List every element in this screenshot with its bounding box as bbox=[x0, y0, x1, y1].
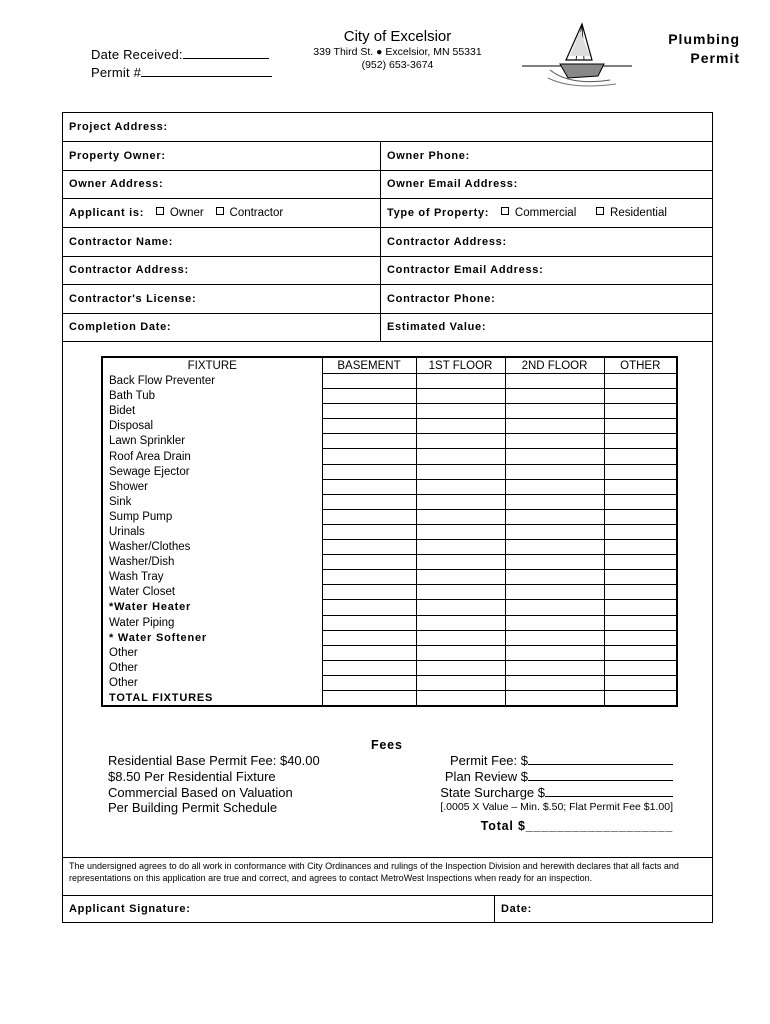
plan-review-line bbox=[528, 769, 673, 781]
applicant-owner-label: Owner bbox=[169, 207, 204, 219]
receipt-info bbox=[91, 46, 272, 82]
signature-date-label: Date: bbox=[501, 903, 533, 915]
sailboat-icon bbox=[520, 20, 634, 92]
fixture-count-cell[interactable] bbox=[322, 524, 416, 539]
project-address-field[interactable] bbox=[63, 113, 712, 141]
property-owner-label: Property Owner: bbox=[69, 150, 166, 162]
fixture-count-cell[interactable] bbox=[416, 540, 505, 555]
state-surcharge-label: State Surcharge $ bbox=[440, 784, 545, 800]
city-name: City of Excelsior bbox=[343, 28, 452, 45]
fixture-count-cell[interactable] bbox=[416, 660, 505, 675]
table-row bbox=[103, 660, 676, 675]
property-owner-field[interactable] bbox=[63, 142, 380, 170]
contractor-phone-label: Contractor Phone: bbox=[387, 293, 496, 305]
contractor-address-label-right: Contractor Address: bbox=[387, 236, 507, 248]
fixture-count-cell[interactable] bbox=[505, 524, 604, 539]
commercial-checkbox[interactable] bbox=[501, 207, 509, 215]
plan-review-field[interactable] bbox=[383, 769, 673, 785]
table-row bbox=[103, 630, 676, 645]
fixture-name: Wash Tray bbox=[109, 571, 164, 584]
table-row bbox=[103, 449, 676, 464]
completion-date-field[interactable] bbox=[63, 313, 380, 341]
fixture-count-cell[interactable] bbox=[604, 434, 676, 449]
total-field[interactable]: Total $___________________ bbox=[480, 819, 673, 834]
fixture-count-cell[interactable] bbox=[322, 540, 416, 555]
applicant-row bbox=[63, 199, 712, 228]
city-phone: (952) 653-3674 bbox=[361, 59, 434, 71]
owner-email-label: Owner Email Address: bbox=[387, 178, 518, 190]
table-row bbox=[103, 419, 676, 434]
fixture-name: Bidet bbox=[109, 405, 136, 418]
owner-row bbox=[63, 142, 712, 171]
state-surcharge-field[interactable] bbox=[383, 785, 673, 801]
completion-date-label: Completion Date: bbox=[69, 321, 172, 333]
fixture-count-cell[interactable] bbox=[322, 374, 416, 389]
fixture-count-cell[interactable] bbox=[322, 434, 416, 449]
fixture-count-cell[interactable] bbox=[416, 404, 505, 419]
commercial-option[interactable] bbox=[501, 207, 576, 219]
signature-row bbox=[63, 896, 712, 922]
table-row bbox=[103, 585, 676, 600]
building-permit-schedule-text: Per Building Permit Schedule bbox=[108, 800, 278, 816]
fixture-name: Other bbox=[109, 661, 138, 674]
fixture-count-cell[interactable] bbox=[322, 389, 416, 404]
fixture-name: Urinals bbox=[109, 525, 145, 538]
fixture-count-cell[interactable] bbox=[416, 464, 505, 479]
commercial-valuation-text: Commercial Based on Valuation bbox=[108, 784, 293, 800]
fixture-count-cell[interactable] bbox=[416, 434, 505, 449]
estimated-value-label: Estimated Value: bbox=[387, 321, 487, 333]
applicant-contractor-option[interactable] bbox=[216, 207, 284, 219]
city-block bbox=[290, 28, 505, 72]
fixture-count-cell[interactable] bbox=[416, 645, 505, 660]
permit-title bbox=[640, 30, 740, 68]
fixtures-header-row bbox=[103, 358, 676, 374]
fixture-count-cell[interactable] bbox=[416, 585, 505, 600]
plan-review-label: Plan Review $ bbox=[444, 768, 528, 784]
table-row bbox=[103, 389, 676, 404]
table-row bbox=[103, 540, 676, 555]
fixture-name: *Water Heater bbox=[109, 601, 192, 614]
surcharge-note: [.0005 X Value – Min. $.50; Flat Permit Fee $1.00] bbox=[440, 801, 673, 814]
fixture-name: Roof Area Drain bbox=[109, 450, 191, 463]
table-row bbox=[103, 509, 676, 524]
fixture-count-cell[interactable] bbox=[604, 570, 676, 585]
contractor-address-row bbox=[63, 256, 712, 285]
permit-fee-field[interactable] bbox=[383, 753, 673, 769]
fixture-count-cell[interactable] bbox=[505, 479, 604, 494]
table-row bbox=[103, 524, 676, 539]
fixture-name: Sink bbox=[109, 495, 132, 508]
contractor-email-field[interactable] bbox=[380, 256, 712, 284]
applicant-contractor-label: Contractor bbox=[229, 207, 284, 219]
contractor-phone-field[interactable] bbox=[380, 285, 712, 313]
contractor-name-label: Contractor Name: bbox=[69, 236, 174, 248]
date-received-label: Date Received: bbox=[91, 47, 183, 62]
fixture-count-cell[interactable] bbox=[505, 555, 604, 570]
applicant-signature-field[interactable] bbox=[63, 896, 494, 922]
fixture-count-cell[interactable] bbox=[505, 600, 604, 615]
permit-form bbox=[62, 112, 713, 923]
fixture-count-cell[interactable] bbox=[505, 389, 604, 404]
fixture-name: Water Piping bbox=[109, 616, 175, 629]
fixture-count-cell[interactable] bbox=[505, 494, 604, 509]
contractor-email-label: Contractor Email Address: bbox=[387, 264, 544, 276]
fixture-count-cell[interactable] bbox=[604, 524, 676, 539]
table-row bbox=[103, 690, 676, 705]
owner-address-field[interactable] bbox=[63, 170, 380, 198]
applicant-type-group bbox=[63, 199, 380, 227]
owner-address-row bbox=[63, 170, 712, 199]
table-row bbox=[103, 479, 676, 494]
fixture-count-cell[interactable] bbox=[604, 389, 676, 404]
table-row bbox=[103, 555, 676, 570]
fixture-count-cell[interactable] bbox=[604, 690, 676, 705]
applicant-signature-label: Applicant Signature: bbox=[69, 903, 191, 915]
fixture-name: Washer/Dish bbox=[109, 556, 175, 569]
fixture-name: Other bbox=[109, 676, 138, 689]
permit-title-line2: Permit bbox=[690, 50, 740, 66]
permit-number-label: Permit # bbox=[91, 65, 142, 80]
contractor-license-field[interactable] bbox=[63, 285, 380, 313]
fixtures-header-other: OTHER bbox=[604, 358, 676, 374]
contractor-address-label-left: Contractor Address: bbox=[69, 264, 189, 276]
fixture-count-cell[interactable] bbox=[322, 690, 416, 705]
fixture-count-cell[interactable] bbox=[416, 389, 505, 404]
fixture-count-cell[interactable] bbox=[604, 479, 676, 494]
fixture-count-cell[interactable] bbox=[604, 494, 676, 509]
project-address-row bbox=[63, 113, 712, 142]
table-row bbox=[103, 570, 676, 585]
fixture-count-cell[interactable] bbox=[322, 509, 416, 524]
fixture-count-cell[interactable] bbox=[505, 585, 604, 600]
fixture-count-cell[interactable] bbox=[505, 570, 604, 585]
applicant-owner-option[interactable] bbox=[156, 207, 204, 219]
fixture-count-cell[interactable] bbox=[322, 660, 416, 675]
fixture-name: TOTAL FIXTURES bbox=[109, 692, 214, 705]
fixture-count-cell[interactable] bbox=[505, 419, 604, 434]
fixture-count-cell[interactable] bbox=[322, 555, 416, 570]
fixture-count-cell[interactable] bbox=[604, 675, 676, 690]
owner-address-label: Owner Address: bbox=[69, 178, 164, 190]
owner-phone-field[interactable] bbox=[380, 142, 712, 170]
signature-date-field[interactable] bbox=[494, 896, 712, 922]
table-row bbox=[103, 615, 676, 630]
fixture-count-cell[interactable] bbox=[322, 645, 416, 660]
fixture-count-cell[interactable] bbox=[322, 494, 416, 509]
contractor-name-row bbox=[63, 228, 712, 257]
applicant-is-label: Applicant is: bbox=[69, 207, 145, 219]
fixture-name: Back Flow Preventer bbox=[109, 375, 216, 388]
fixture-count-cell[interactable] bbox=[604, 555, 676, 570]
fixtures-header-fixture: FIXTURE bbox=[187, 359, 237, 372]
table-row bbox=[103, 675, 676, 690]
per-fixture-text: $8.50 Per Residential Fixture bbox=[108, 768, 276, 784]
base-fee-text: Residential Base Permit Fee: $40.00 bbox=[108, 753, 320, 768]
fixture-count-cell[interactable] bbox=[322, 479, 416, 494]
fixture-count-cell[interactable] bbox=[604, 540, 676, 555]
permit-number-field[interactable] bbox=[141, 64, 272, 77]
commercial-label: Commercial bbox=[514, 207, 577, 219]
fee-calculation bbox=[383, 753, 673, 835]
fixture-count-cell[interactable] bbox=[416, 494, 505, 509]
fixture-count-cell[interactable] bbox=[322, 615, 416, 630]
fixtures-header-2nd-floor: 2ND FLOOR bbox=[505, 358, 604, 374]
fixture-count-cell[interactable] bbox=[322, 585, 416, 600]
project-address-label: Project Address: bbox=[69, 121, 168, 133]
fixtures-table bbox=[101, 356, 678, 707]
owner-phone-label: Owner Phone: bbox=[387, 150, 470, 162]
fees-title: Fees bbox=[371, 738, 403, 752]
city-address: 339 Third St. ● Excelsior, MN 55331 bbox=[313, 46, 482, 58]
fixture-count-cell[interactable] bbox=[604, 645, 676, 660]
fixture-count-cell[interactable] bbox=[505, 434, 604, 449]
fixture-count-cell[interactable] bbox=[505, 660, 604, 675]
fixture-count-cell[interactable] bbox=[505, 374, 604, 389]
fixture-count-cell[interactable] bbox=[416, 675, 505, 690]
fixture-count-cell[interactable] bbox=[505, 509, 604, 524]
contractor-checkbox[interactable] bbox=[216, 207, 224, 215]
contractor-license-label: Contractor's License: bbox=[69, 293, 197, 305]
fixture-count-cell[interactable] bbox=[604, 660, 676, 675]
fixture-count-cell[interactable] bbox=[505, 615, 604, 630]
fixture-count-cell[interactable] bbox=[416, 524, 505, 539]
state-surcharge-line bbox=[545, 785, 673, 797]
fixture-count-cell[interactable] bbox=[604, 509, 676, 524]
fee-schedule bbox=[108, 753, 320, 816]
fixture-count-cell[interactable] bbox=[604, 449, 676, 464]
fixture-name: Washer/Clothes bbox=[109, 541, 191, 554]
permit-fee-label: Permit Fee: $ bbox=[449, 753, 528, 768]
fixture-count-cell[interactable] bbox=[604, 464, 676, 479]
owner-checkbox[interactable] bbox=[156, 207, 164, 215]
fixture-count-cell[interactable] bbox=[604, 600, 676, 615]
table-row bbox=[103, 494, 676, 509]
table-row bbox=[103, 434, 676, 449]
fixture-count-cell[interactable] bbox=[322, 419, 416, 434]
fixture-count-cell[interactable] bbox=[416, 509, 505, 524]
table-row bbox=[103, 645, 676, 660]
fixture-name: Shower bbox=[109, 480, 148, 493]
fixture-count-cell[interactable] bbox=[604, 615, 676, 630]
fixtures-header-basement: BASEMENT bbox=[322, 358, 416, 374]
fixture-count-cell[interactable] bbox=[416, 570, 505, 585]
fixture-count-cell[interactable] bbox=[416, 630, 505, 645]
fixture-count-cell[interactable] bbox=[505, 630, 604, 645]
fixture-count-cell[interactable] bbox=[322, 464, 416, 479]
fixture-count-cell[interactable] bbox=[604, 374, 676, 389]
owner-email-field[interactable] bbox=[380, 170, 712, 198]
fixture-count-cell[interactable] bbox=[604, 630, 676, 645]
fixture-count-cell[interactable] bbox=[416, 555, 505, 570]
fixture-count-cell[interactable] bbox=[505, 464, 604, 479]
table-row bbox=[103, 600, 676, 615]
date-received-field[interactable] bbox=[183, 46, 269, 59]
fixture-count-cell[interactable] bbox=[416, 690, 505, 705]
table-row bbox=[103, 374, 676, 389]
fixture-name: Other bbox=[109, 646, 138, 659]
fixture-count-cell[interactable] bbox=[416, 615, 505, 630]
fixture-count-cell[interactable] bbox=[505, 690, 604, 705]
residential-option[interactable] bbox=[596, 207, 667, 219]
fixture-name: Water Closet bbox=[109, 586, 176, 599]
fixture-count-cell[interactable] bbox=[416, 479, 505, 494]
fixture-name: Bath Tub bbox=[109, 390, 156, 403]
table-row bbox=[103, 404, 676, 419]
completion-row bbox=[63, 313, 712, 342]
type-of-property-label: Type of Property: bbox=[387, 207, 490, 219]
fixtures-header-1st-floor: 1ST FLOOR bbox=[416, 358, 505, 374]
table-row bbox=[103, 464, 676, 479]
contractor-address-field-right[interactable] bbox=[380, 228, 712, 256]
fixture-name: Sewage Ejector bbox=[109, 465, 190, 478]
fixture-count-cell[interactable] bbox=[604, 419, 676, 434]
residential-label: Residential bbox=[610, 207, 667, 219]
fixture-count-cell[interactable] bbox=[505, 540, 604, 555]
fixture-count-cell[interactable] bbox=[505, 645, 604, 660]
property-type-group bbox=[380, 199, 712, 227]
permit-title-line1: Plumbing bbox=[668, 31, 740, 47]
fixture-count-cell[interactable] bbox=[505, 675, 604, 690]
fixture-count-cell[interactable] bbox=[416, 374, 505, 389]
fixture-name: Sump Pump bbox=[109, 510, 173, 523]
fixture-name: * Water Softener bbox=[109, 631, 207, 644]
fixture-count-cell[interactable] bbox=[322, 630, 416, 645]
fixture-count-cell[interactable] bbox=[322, 570, 416, 585]
fixture-name: Disposal bbox=[109, 420, 154, 433]
fixture-name: Lawn Sprinkler bbox=[109, 435, 186, 448]
residential-checkbox[interactable] bbox=[596, 207, 604, 215]
fixture-count-cell[interactable] bbox=[416, 600, 505, 615]
contractor-address-field-left[interactable] bbox=[63, 256, 380, 284]
fixture-count-cell[interactable] bbox=[505, 449, 604, 464]
fixture-count-cell[interactable] bbox=[322, 600, 416, 615]
fixture-count-cell[interactable] bbox=[322, 449, 416, 464]
fixture-count-cell[interactable] bbox=[322, 404, 416, 419]
fixture-count-cell[interactable] bbox=[416, 419, 505, 434]
agreement-text: The undersigned agrees to do all work in conformance with City Ordinances and rulings of the Inspection Division and herewith declares that all facts and representations on this application are true and correct, and agrees to contact MetroWest Inspections when ready for an inspection. bbox=[63, 857, 712, 896]
contractor-name-field[interactable] bbox=[63, 228, 380, 256]
fixture-count-cell[interactable] bbox=[604, 585, 676, 600]
permit-fee-line bbox=[528, 753, 673, 765]
estimated-value-field[interactable] bbox=[380, 313, 712, 341]
fixture-count-cell[interactable] bbox=[505, 404, 604, 419]
fixture-count-cell[interactable] bbox=[322, 675, 416, 690]
contractor-license-row bbox=[63, 285, 712, 314]
fixture-count-cell[interactable] bbox=[604, 404, 676, 419]
fixture-count-cell[interactable] bbox=[416, 449, 505, 464]
